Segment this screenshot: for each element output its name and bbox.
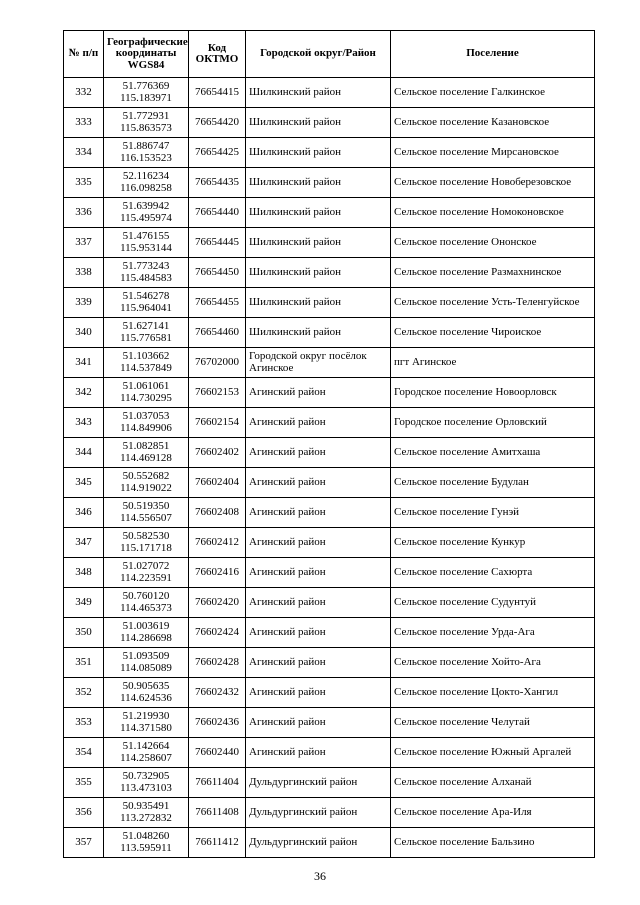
settlement-name: Сельское поселение Галкинское	[391, 78, 595, 108]
latitude: 51.142664	[122, 740, 170, 752]
coordinates-cell	[104, 558, 189, 588]
settlement-name: Сельское поселение Сахюрта	[391, 558, 595, 588]
table-row	[64, 378, 595, 408]
page-number: 36	[314, 869, 326, 883]
district-name: Шилкинский район	[246, 138, 391, 168]
table-row	[64, 588, 595, 618]
district-name: Шилкинский район	[246, 168, 391, 198]
row-number: 344	[64, 438, 104, 468]
header-pos: Поселение	[391, 31, 595, 78]
table-row	[64, 288, 595, 318]
table-row	[64, 618, 595, 648]
coordinates-cell	[104, 78, 189, 108]
latitude: 50.905635	[122, 680, 170, 692]
longitude: 115.183971	[120, 91, 172, 104]
table-row	[64, 138, 595, 168]
oktmo-code: 76602424	[189, 618, 246, 648]
row-number: 338	[64, 258, 104, 288]
longitude: 116.153523	[120, 151, 172, 164]
table-row	[64, 498, 595, 528]
row-number: 341	[64, 348, 104, 378]
row-number: 354	[64, 738, 104, 768]
district-name: Агинский район	[246, 528, 391, 558]
header-coords: Географические координаты WGS84	[104, 31, 189, 78]
settlement-name: Сельское поселение Усть-Теленгуйское	[391, 288, 595, 318]
latitude: 51.627141	[122, 320, 170, 332]
settlement-name: Сельское поселение Хойто-Ага	[391, 648, 595, 678]
latitude: 51.048260	[122, 830, 170, 842]
row-number: 343	[64, 408, 104, 438]
settlement-name: Сельское поселение Новоберезовское	[391, 168, 595, 198]
row-number: 357	[64, 828, 104, 858]
row-number: 346	[64, 498, 104, 528]
table-body	[64, 78, 595, 858]
latitude: 50.519350	[122, 500, 170, 512]
settlements-table	[63, 30, 595, 858]
oktmo-code: 76602402	[189, 438, 246, 468]
district-name: Агинский район	[246, 618, 391, 648]
longitude: 114.730295	[120, 391, 172, 404]
table-row	[64, 648, 595, 678]
district-name: Агинский район	[246, 468, 391, 498]
row-number: 356	[64, 798, 104, 828]
latitude: 51.027072	[122, 560, 170, 572]
row-number: 342	[64, 378, 104, 408]
settlement-name: Городское поселение Орловский	[391, 408, 595, 438]
coordinates-cell	[104, 228, 189, 258]
settlement-name: пгт Агинское	[391, 348, 595, 378]
settlement-name: Сельское поселение Цокто-Хангил	[391, 678, 595, 708]
settlement-name: Сельское поселение Размахнинское	[391, 258, 595, 288]
settlement-name: Сельское поселение Алханай	[391, 768, 595, 798]
row-number: 349	[64, 588, 104, 618]
latitude: 50.552682	[122, 470, 170, 482]
district-name: Городской округ посёлок Агинское	[246, 348, 391, 378]
oktmo-code: 76654425	[189, 138, 246, 168]
coordinates-cell	[104, 438, 189, 468]
settlement-name: Сельское поселение Кункур	[391, 528, 595, 558]
district-name: Агинский район	[246, 558, 391, 588]
district-name: Агинский район	[246, 678, 391, 708]
latitude: 51.082851	[122, 440, 170, 452]
longitude: 115.964041	[120, 301, 172, 314]
longitude: 115.776581	[120, 331, 172, 344]
table-row	[64, 198, 595, 228]
oktmo-code: 76654455	[189, 288, 246, 318]
latitude: 51.003619	[122, 620, 170, 632]
latitude: 50.582530	[122, 530, 170, 542]
settlement-name: Сельское поселение Ара-Иля	[391, 798, 595, 828]
row-number: 340	[64, 318, 104, 348]
latitude: 51.219930	[122, 710, 170, 722]
longitude: 114.223591	[120, 571, 172, 584]
longitude: 113.272832	[120, 811, 172, 824]
latitude: 50.732905	[122, 770, 170, 782]
longitude: 114.371580	[120, 721, 172, 734]
district-name: Шилкинский район	[246, 288, 391, 318]
district-name: Агинский район	[246, 408, 391, 438]
table-row	[64, 168, 595, 198]
longitude: 115.171718	[120, 541, 172, 554]
coordinates-cell	[104, 708, 189, 738]
longitude: 115.953144	[120, 241, 172, 254]
oktmo-code: 76602404	[189, 468, 246, 498]
header-code: Код ОКТМО	[189, 31, 246, 78]
district-name: Шилкинский район	[246, 78, 391, 108]
row-number: 347	[64, 528, 104, 558]
coordinates-cell	[104, 678, 189, 708]
table-row	[64, 828, 595, 858]
oktmo-code: 76654445	[189, 228, 246, 258]
oktmo-code: 76611404	[189, 768, 246, 798]
longitude: 114.537849	[120, 361, 172, 374]
settlement-name: Сельское поселение Южный Аргалей	[391, 738, 595, 768]
coordinates-cell	[104, 648, 189, 678]
latitude: 52.116234	[122, 170, 170, 182]
coordinates-cell	[104, 528, 189, 558]
table-row	[64, 528, 595, 558]
coordinates-cell	[104, 498, 189, 528]
oktmo-code: 76654415	[189, 78, 246, 108]
longitude: 114.849906	[120, 421, 172, 434]
coordinates-cell	[104, 198, 189, 228]
table-row	[64, 348, 595, 378]
coordinates-cell	[104, 138, 189, 168]
row-number: 335	[64, 168, 104, 198]
longitude: 116.098258	[120, 181, 172, 194]
settlement-name: Сельское поселение Казановское	[391, 108, 595, 138]
table-row	[64, 768, 595, 798]
longitude: 113.473103	[120, 781, 172, 794]
longitude: 115.863573	[120, 121, 172, 134]
settlement-name: Сельское поселение Амитхаша	[391, 438, 595, 468]
district-name: Дульдургинский район	[246, 768, 391, 798]
table-row	[64, 258, 595, 288]
row-number: 352	[64, 678, 104, 708]
district-name: Дульдургинский район	[246, 798, 391, 828]
district-name: Шилкинский район	[246, 228, 391, 258]
coordinates-cell	[104, 768, 189, 798]
oktmo-code: 76611408	[189, 798, 246, 828]
coordinates-cell	[104, 318, 189, 348]
settlement-name: Сельское поселение Ононское	[391, 228, 595, 258]
oktmo-code: 76702000	[189, 348, 246, 378]
oktmo-code: 76602416	[189, 558, 246, 588]
row-number: 355	[64, 768, 104, 798]
latitude: 51.061061	[122, 380, 170, 392]
settlement-name: Сельское поселение Бальзино	[391, 828, 595, 858]
header-num: № п/п	[64, 31, 104, 78]
row-number: 339	[64, 288, 104, 318]
coordinates-cell	[104, 348, 189, 378]
latitude: 51.476155	[122, 230, 170, 242]
row-number: 353	[64, 708, 104, 738]
district-name: Шилкинский район	[246, 198, 391, 228]
table-row	[64, 108, 595, 138]
table-row	[64, 558, 595, 588]
coordinates-cell	[104, 588, 189, 618]
table-row	[64, 678, 595, 708]
table-row	[64, 228, 595, 258]
table-row	[64, 738, 595, 768]
district-name: Агинский район	[246, 378, 391, 408]
district-name: Агинский район	[246, 648, 391, 678]
oktmo-code: 76602436	[189, 708, 246, 738]
coordinates-cell	[104, 408, 189, 438]
district-name: Шилкинский район	[246, 318, 391, 348]
latitude: 51.093509	[122, 650, 170, 662]
table-row	[64, 78, 595, 108]
coordinates-cell	[104, 798, 189, 828]
settlement-name: Сельское поселение Гунэй	[391, 498, 595, 528]
row-number: 334	[64, 138, 104, 168]
longitude: 114.465373	[120, 601, 172, 614]
table-row	[64, 408, 595, 438]
latitude: 51.772931	[122, 110, 170, 122]
settlement-name: Сельское поселение Челутай	[391, 708, 595, 738]
settlement-name: Сельское поселение Номоконовское	[391, 198, 595, 228]
row-number: 345	[64, 468, 104, 498]
header-rayon: Городской округ/Район	[246, 31, 391, 78]
district-name: Агинский район	[246, 498, 391, 528]
coordinates-cell	[104, 618, 189, 648]
coordinates-cell	[104, 108, 189, 138]
settlement-name: Сельское поселение Мирсановское	[391, 138, 595, 168]
row-number: 336	[64, 198, 104, 228]
row-number: 332	[64, 78, 104, 108]
district-name: Агинский район	[246, 708, 391, 738]
district-name: Агинский район	[246, 738, 391, 768]
oktmo-code: 76602428	[189, 648, 246, 678]
settlement-name: Сельское поселение Судунтуй	[391, 588, 595, 618]
coordinates-cell	[104, 378, 189, 408]
latitude: 51.037053	[122, 410, 170, 422]
oktmo-code: 76654420	[189, 108, 246, 138]
settlement-name: Сельское поселение Урда-Ага	[391, 618, 595, 648]
settlement-name: Городское поселение Новоорловск	[391, 378, 595, 408]
district-name: Дульдургинский район	[246, 828, 391, 858]
oktmo-code: 76654450	[189, 258, 246, 288]
oktmo-code: 76602432	[189, 678, 246, 708]
district-name: Шилкинский район	[246, 258, 391, 288]
latitude: 50.760120	[122, 590, 170, 602]
oktmo-code: 76602440	[189, 738, 246, 768]
table-row	[64, 798, 595, 828]
oktmo-code: 76611412	[189, 828, 246, 858]
table-row	[64, 438, 595, 468]
district-name: Шилкинский район	[246, 108, 391, 138]
oktmo-code: 76602154	[189, 408, 246, 438]
coordinates-cell	[104, 468, 189, 498]
oktmo-code: 76602420	[189, 588, 246, 618]
longitude: 114.624536	[120, 691, 172, 704]
coordinates-cell	[104, 168, 189, 198]
oktmo-code: 76602408	[189, 498, 246, 528]
latitude: 51.103662	[122, 350, 170, 362]
coordinates-cell	[104, 828, 189, 858]
longitude: 115.484583	[120, 271, 172, 284]
row-number: 350	[64, 618, 104, 648]
coordinates-cell	[104, 738, 189, 768]
oktmo-code: 76654435	[189, 168, 246, 198]
coordinates-cell	[104, 258, 189, 288]
district-name: Агинский район	[246, 438, 391, 468]
longitude: 114.556507	[120, 511, 172, 524]
oktmo-code: 76654440	[189, 198, 246, 228]
longitude: 114.919022	[120, 481, 172, 494]
latitude: 51.886747	[122, 140, 170, 152]
oktmo-code: 76602412	[189, 528, 246, 558]
latitude: 51.773243	[122, 260, 170, 272]
settlement-name: Сельское поселение Чироиское	[391, 318, 595, 348]
longitude: 114.469128	[120, 451, 172, 464]
longitude: 113.595911	[120, 841, 172, 854]
coordinates-cell	[104, 288, 189, 318]
longitude: 114.258607	[120, 751, 172, 764]
row-number: 351	[64, 648, 104, 678]
latitude: 51.776369	[122, 80, 170, 92]
latitude: 51.639942	[122, 200, 170, 212]
row-number: 348	[64, 558, 104, 588]
oktmo-code: 76654460	[189, 318, 246, 348]
table-row	[64, 318, 595, 348]
settlement-name: Сельское поселение Будулан	[391, 468, 595, 498]
longitude: 114.085089	[120, 661, 172, 674]
table-row	[64, 468, 595, 498]
latitude: 50.935491	[122, 800, 170, 812]
district-name: Агинский район	[246, 588, 391, 618]
row-number: 333	[64, 108, 104, 138]
latitude: 51.546278	[122, 290, 170, 302]
row-number: 337	[64, 228, 104, 258]
table-row	[64, 708, 595, 738]
oktmo-code: 76602153	[189, 378, 246, 408]
longitude: 114.286698	[120, 631, 172, 644]
longitude: 115.495974	[120, 211, 172, 224]
table-header-row	[64, 31, 595, 78]
